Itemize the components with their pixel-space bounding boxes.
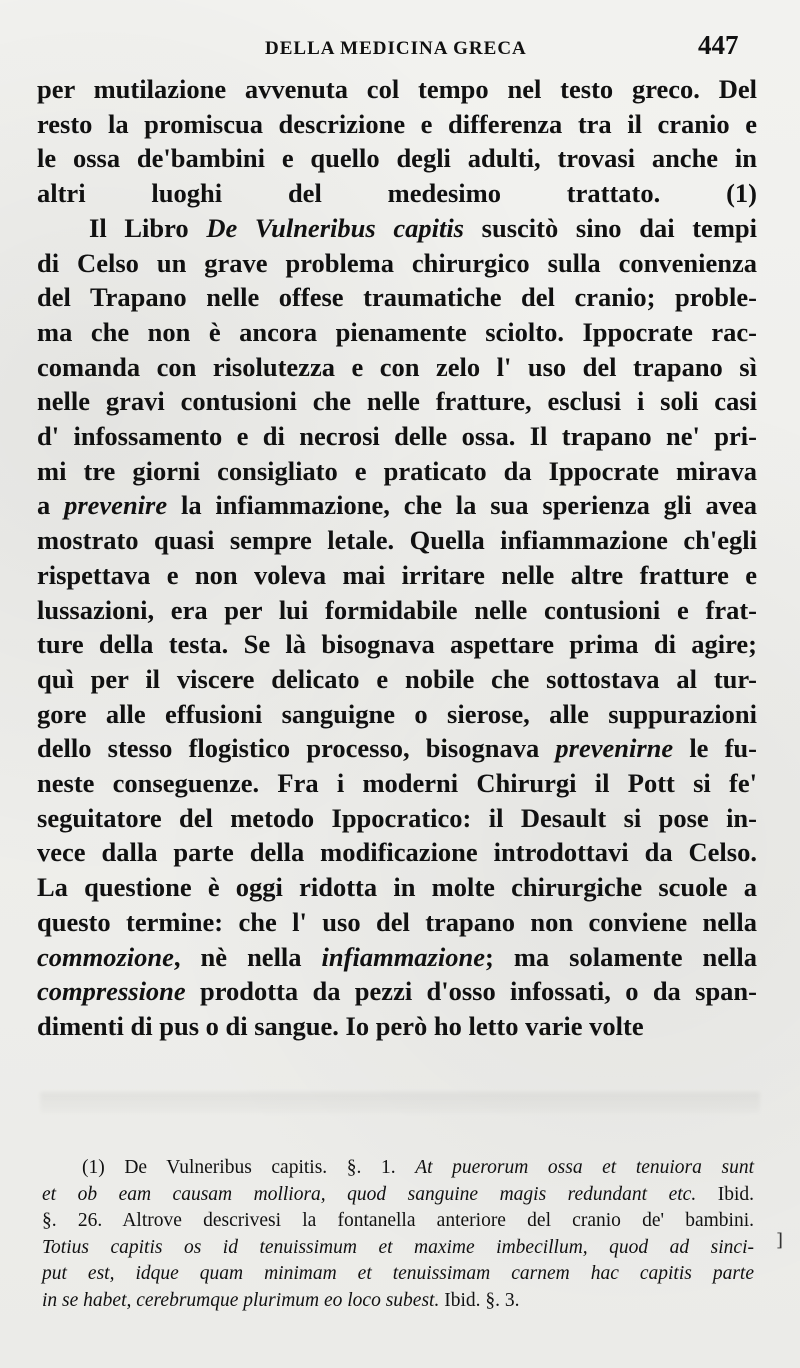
text-run: ma che non è ancora pienamente sciolto. Ippocrate rac-	[37, 316, 757, 347]
text-run: Ibid.	[696, 1183, 754, 1205]
text-run: suscitò sino dai tempi	[464, 212, 757, 243]
text-run: prodotta da pezzi d'osso infossati, o da span-	[185, 976, 757, 1007]
text-run: mi tre giorni consigliato e praticato da Ippocrate mirava	[37, 455, 757, 486]
text-run: Ibid. §. 3.	[439, 1289, 520, 1311]
text-run: (1) De Vulneribus capitis. §. 1.	[82, 1157, 416, 1178]
italic-text: De Vulneribus capitis	[206, 212, 464, 243]
text-line	[37, 211, 757, 246]
text-line	[37, 870, 757, 905]
text-run: ture della testa. Se là bisognava aspettare prima di agire;	[37, 629, 757, 660]
footnote-line	[42, 1288, 754, 1315]
footnote	[42, 1155, 754, 1315]
text-line	[37, 384, 757, 419]
running-title: DELLA MEDICINA GRECA	[265, 38, 527, 59]
footnote-line	[42, 1261, 754, 1288]
text-run: §. 26. Altrove descrivesi la fontanella anteriore del cranio de' bambini.	[42, 1210, 754, 1232]
text-line	[37, 697, 757, 732]
footnote-line	[42, 1235, 754, 1262]
text-line	[37, 905, 757, 940]
text-line	[37, 350, 757, 385]
italic-text: At puerorum ossa et tenuiora sunt	[415, 1157, 754, 1178]
italic-text: in se habet, cerebrumque plurimum eo loco subest.	[42, 1289, 440, 1311]
footnote-line	[42, 1182, 754, 1209]
text-line	[37, 72, 757, 107]
text-line	[37, 558, 757, 593]
text-run: di Celso un grave problema chirurgico sulla convenienza	[37, 247, 757, 278]
text-line	[37, 731, 757, 766]
show-through-bleed	[40, 1092, 760, 1114]
text-run: , nè nella	[173, 941, 322, 972]
italic-text: put est, idque quam minimam et tenuissimam carnem hac capitis parte	[42, 1263, 754, 1285]
italic-text: prevenire	[64, 490, 168, 521]
text-line	[37, 940, 757, 975]
text-run: questo termine: che l' uso del trapano non conviene nella	[37, 906, 757, 937]
italic-text: Totius capitis os id tenuissimum et maxime imbecillum, quod ad sinci-	[42, 1236, 754, 1258]
text-run: le fu-	[673, 733, 757, 764]
page-number: 447	[698, 30, 739, 60]
footnote-line	[42, 1208, 754, 1235]
text-run: del Trapano nelle offese traumatiche del cranio; proble-	[37, 282, 757, 313]
text-run: seguitatore del metodo Ippocratico: il Desault si pose in-	[37, 802, 757, 833]
text-line	[37, 593, 757, 628]
page-header	[0, 30, 800, 60]
text-run: quì per il viscere delicato e nobile che sottostava al tur-	[37, 663, 757, 694]
text-run: dimenti di pus o di sangue. Io però ho letto varie volte	[37, 1010, 644, 1041]
text-run: resto la promiscua descrizione e differenza tra il cranio e	[37, 108, 757, 139]
text-line	[37, 176, 757, 211]
text-line	[37, 454, 757, 489]
text-line	[37, 766, 757, 801]
text-run: la infiammazione, che la sua sperienza gli avea	[167, 490, 757, 521]
text-run: lussazioni, era per lui formidabile nelle contusioni e frat-	[37, 594, 757, 625]
text-line	[37, 280, 757, 315]
text-run: La questione è oggi ridotta in molte chirurgiche scuole a	[37, 872, 757, 903]
text-run: vece dalla parte della modificazione introdottavi da Celso.	[37, 837, 757, 868]
text-run: nelle gravi contusioni che nelle fratture, esclusi i soli casi	[37, 386, 757, 417]
page-edge-mark: ]	[776, 1230, 784, 1251]
text-run: mostrato quasi sempre letale. Quella infiammazione ch'egli	[37, 525, 757, 556]
italic-text: et ob eam causam molliora, quod sanguine magis redundant etc.	[42, 1183, 697, 1205]
text-run: dello stesso flogistico processo, bisognava	[37, 733, 556, 764]
text-line	[37, 801, 757, 836]
text-run: Il Libro	[89, 212, 207, 243]
text-line	[37, 246, 757, 281]
text-line	[37, 974, 757, 1009]
text-line	[37, 627, 757, 662]
text-run: comanda con risolutezza e con zelo l' uso del trapano sì	[37, 351, 757, 382]
text-run: d' infossamento e di necrosi delle ossa. Il trapano ne' pri-	[37, 421, 757, 452]
text-line	[37, 107, 757, 142]
text-run: gore alle effusioni sanguigne o sierose, alle suppurazioni	[37, 698, 757, 729]
footnote-line	[42, 1155, 754, 1182]
body-text	[37, 72, 757, 1044]
text-line	[37, 488, 757, 523]
text-line	[37, 1009, 757, 1044]
text-run: le ossa de'bambini e quello degli adulti, trovasi anche in	[37, 143, 757, 174]
text-run: altri luoghi del medesimo trattato. (1)	[37, 178, 757, 209]
italic-text: commozione	[37, 941, 174, 972]
text-line	[37, 419, 757, 454]
italic-text: prevenirne	[555, 733, 674, 764]
text-run: rispettava e non voleva mai irritare nelle altre fratture e	[37, 559, 757, 590]
text-run: neste conseguenze. Fra i moderni Chirurgi il Pott si fe'	[37, 768, 757, 799]
text-line	[37, 662, 757, 697]
text-run: per mutilazione avvenuta col tempo nel testo greco. Del	[37, 74, 757, 104]
text-line	[37, 141, 757, 176]
text-run: a	[37, 490, 65, 521]
text-line	[37, 315, 757, 350]
text-run: ; ma solamente nella	[485, 941, 757, 972]
text-line	[37, 523, 757, 558]
text-line	[37, 835, 757, 870]
italic-text: compressione	[37, 976, 186, 1007]
italic-text: infiammazione	[321, 941, 485, 972]
